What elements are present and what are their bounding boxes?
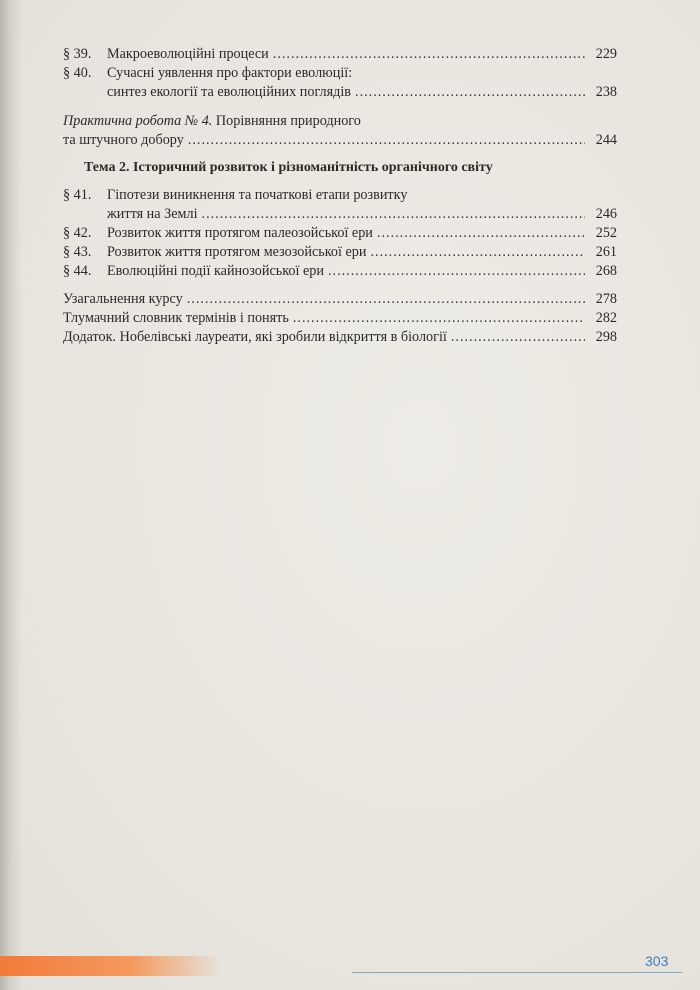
page-ref: 268 [595,263,617,279]
dot-leader [370,243,585,262]
dot-leader [355,83,585,102]
book-spine-shadow [0,0,22,990]
toc-entry-44 [63,262,617,281]
page-ref: 282 [595,310,617,326]
dot-leader [293,309,585,328]
toc-entry-nobel-appendix [63,328,617,347]
toc-entry-glossary [63,309,617,328]
section-number: § 44. [63,263,92,279]
section-number: § 43. [63,244,92,260]
entry-title: Узагальнення курсу [63,291,183,307]
toc-entry-41 [63,186,617,224]
dot-leader [328,262,585,281]
footer-orange-bar [0,956,220,976]
footer-rule [352,972,682,973]
toc-entry-42 [63,224,617,243]
section-number: § 39. [63,46,92,62]
dot-leader [451,328,585,347]
dot-leader [273,45,585,64]
section-number: § 42. [63,225,92,241]
toc-entry-practical-4 [63,112,617,150]
page-ref: 244 [595,132,617,148]
section-title: Розвиток життя протягом палеозойської ери [107,225,373,241]
practical-title: Порівняння природного [215,113,361,129]
page-ref: 229 [595,46,617,62]
section-title-continued: синтез екології та еволюційних поглядів [107,84,352,100]
practical-label: Практична робота № 4. [63,113,213,129]
page-ref: 246 [595,206,617,222]
toc-entry-43 [63,243,617,262]
page-ref: 238 [595,84,617,100]
page-ref: 261 [595,244,617,260]
section-title: Еволюційні події кайнозойської ери [107,263,324,279]
page-ref: 298 [595,329,617,345]
toc-entry-course-summary [63,290,617,309]
dot-leader [188,131,585,150]
section-title: Сучасні уявлення про фактори еволюції: [107,65,353,81]
section-title-continued: життя на Землі [107,206,198,222]
dot-leader [202,205,585,224]
entry-title: Тлумачний словник термінів і понять [63,310,289,326]
section-title: Розвиток життя протягом мезозойської ери [107,244,367,260]
toc-entry-39 [63,45,617,64]
page-ref: 252 [595,225,617,241]
topic-heading: Тема 2. Історичний розвиток і різноманітність органічного світу [84,160,493,175]
page-ref: 278 [595,291,617,307]
section-title: Макроеволюційні процеси [107,46,269,62]
toc-entry-40 [63,64,617,102]
section-number: § 41. [63,187,92,203]
dot-leader [377,224,585,243]
section-number: § 40. [63,65,92,81]
dot-leader [187,290,585,309]
practical-title-continued: та штучного добору [63,132,184,148]
entry-title: Додаток. Нобелівські лауреати, які зробили відкриття в біології [63,329,447,345]
table-of-contents [63,45,617,347]
page-number: 303 [645,953,669,969]
section-title: Гіпотези виникнення та початкові етапи розвитку [107,187,408,203]
